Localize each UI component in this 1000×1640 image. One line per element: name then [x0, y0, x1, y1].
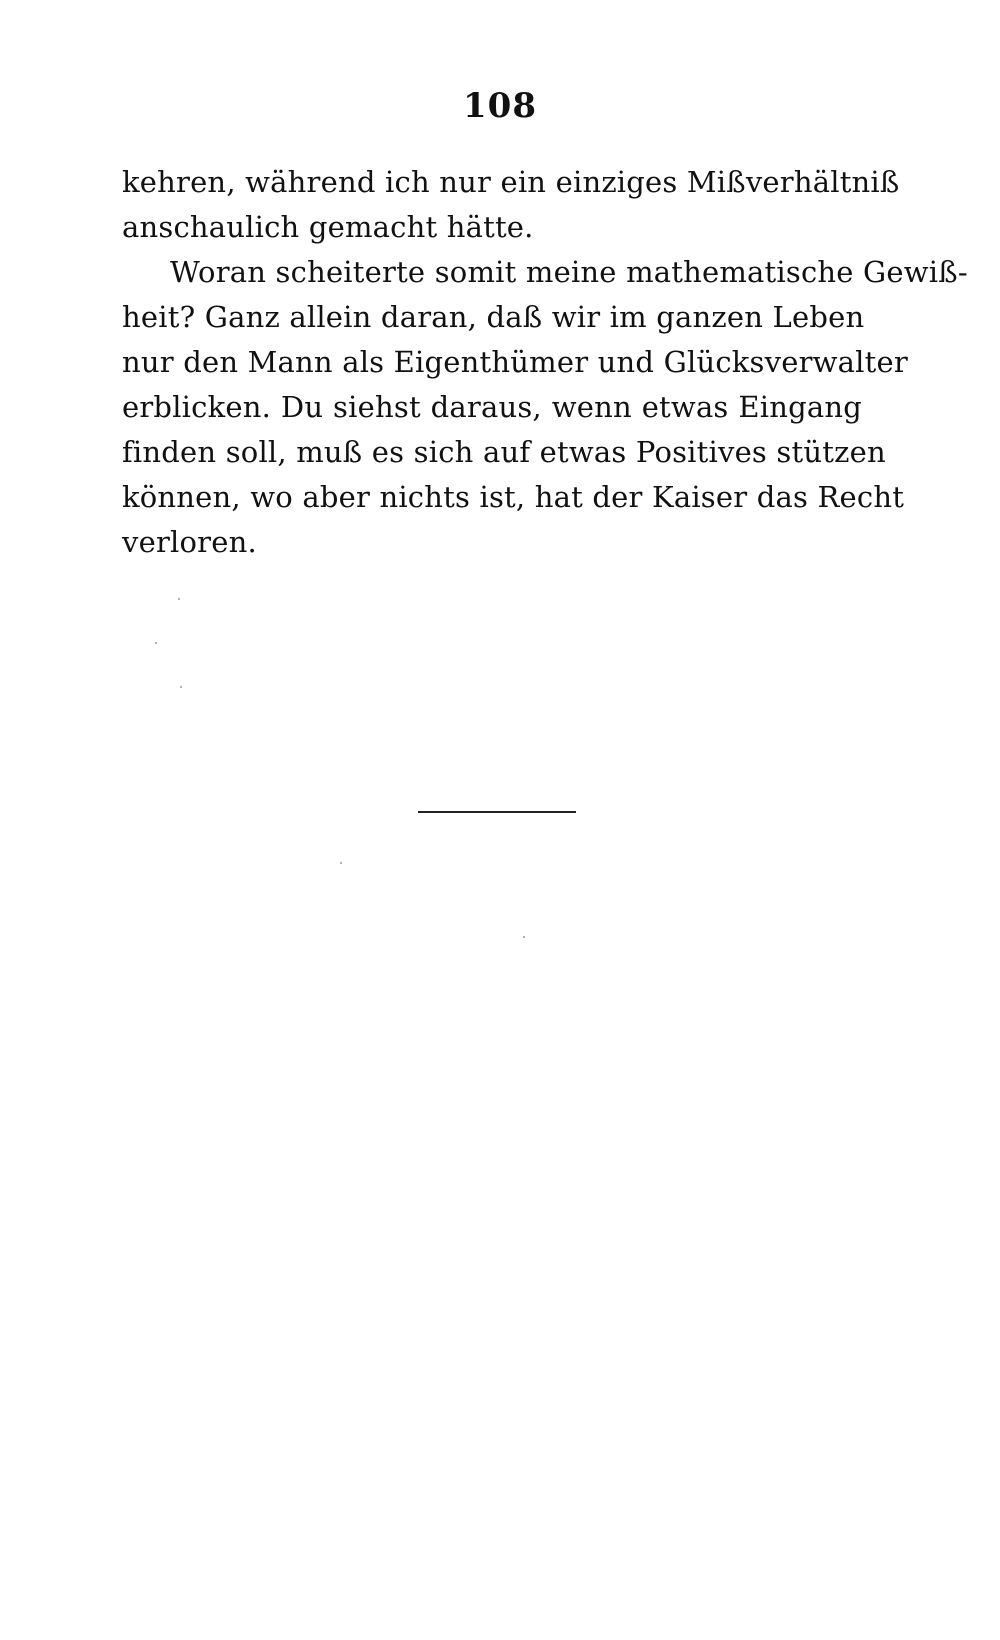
text-line: Woran scheiterte somit meine mathematische Gewiß- — [170, 255, 968, 289]
scan-speck — [340, 862, 342, 864]
page-number: 108 — [463, 86, 537, 126]
text-line: können, wo aber nichts ist, hat der Kaiser das Recht — [122, 480, 905, 514]
section-end-rule — [418, 811, 576, 813]
scan-speck — [180, 686, 182, 688]
text-line: anschaulich gemacht hätte. — [122, 210, 534, 244]
text-line: kehren, während ich nur ein einziges Mißverhältniß — [122, 165, 900, 199]
scan-speck — [155, 642, 157, 644]
text-line: finden soll, muß es sich auf etwas Positives stützen — [122, 435, 886, 469]
scan-speck — [523, 936, 525, 938]
text-line: heit? Ganz allein daran, daß wir im ganzen Leben — [122, 300, 865, 334]
body-text — [122, 160, 968, 565]
text-line: verloren. — [122, 525, 257, 559]
text-line: erblicken. Du siehst daraus, wenn etwas Eingang — [122, 390, 862, 424]
scan-speck — [178, 598, 180, 600]
text-line: nur den Mann als Eigenthümer und Glücksverwalter — [122, 345, 908, 379]
